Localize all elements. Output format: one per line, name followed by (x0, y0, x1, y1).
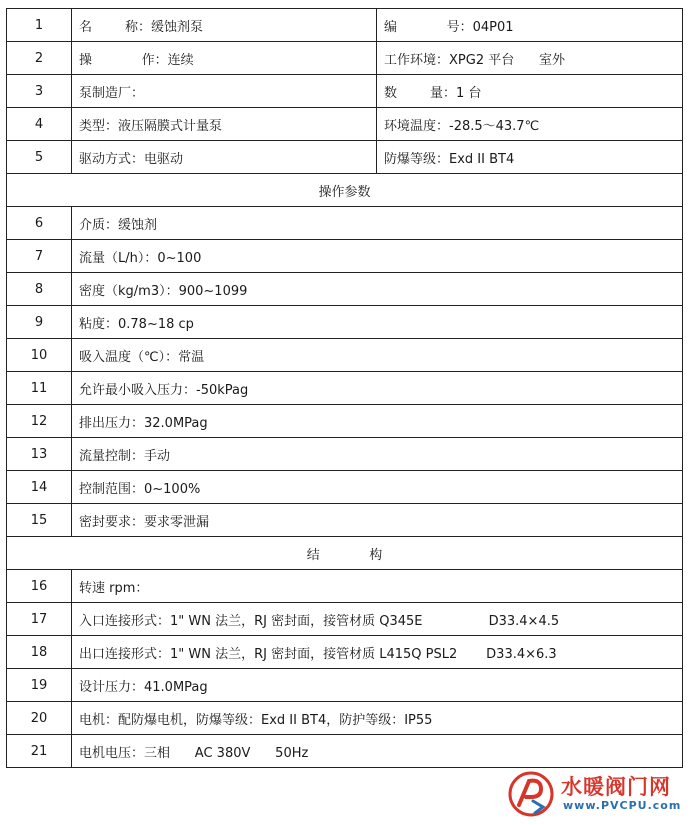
table-row (7, 306, 683, 339)
row-number: 14 (7, 471, 72, 504)
row-number: 20 (7, 702, 72, 735)
watermark-url: www.PVCPU.com (563, 799, 682, 812)
table-row (7, 603, 683, 636)
spec-cell: 类型：液压隔膜式计量泵 (72, 108, 377, 141)
table-row (7, 405, 683, 438)
table-row (7, 735, 683, 768)
spec-cell: 防爆等级：Exd II BT4 (377, 141, 683, 174)
spec-cell: 密封要求：要求零泄漏 (72, 504, 683, 537)
spec-cell: 泵制造厂： (72, 75, 377, 108)
row-number: 9 (7, 306, 72, 339)
spec-cell: 排出压力：32.0MPag (72, 405, 683, 438)
table-row (7, 141, 683, 174)
spec-table (6, 8, 683, 768)
spec-cell: 驱动方式：电驱动 (72, 141, 377, 174)
row-number: 3 (7, 75, 72, 108)
table-row (7, 372, 683, 405)
spec-cell: 流量控制：手动 (72, 438, 683, 471)
table-row (7, 636, 683, 669)
spec-cell: 流量（L/h）：0~100 (72, 240, 683, 273)
row-number: 18 (7, 636, 72, 669)
table-row (7, 570, 683, 603)
row-number: 13 (7, 438, 72, 471)
table-row (7, 669, 683, 702)
row-number: 11 (7, 372, 72, 405)
spec-cell: 出口连接形式：1" WN 法兰，RJ 密封面，接管材质 L415Q PSL2 D33.4×6.3 (72, 636, 683, 669)
table-row (7, 273, 683, 306)
spec-cell: 电机：配防爆电机，防爆等级：Exd II BT4，防护等级：IP55 (72, 702, 683, 735)
row-number: 2 (7, 42, 72, 75)
row-number: 1 (7, 9, 72, 42)
row-number: 16 (7, 570, 72, 603)
spec-cell: 工作环境：XPG2 平台 室外 (377, 42, 683, 75)
table-row (7, 9, 683, 42)
table-row (7, 702, 683, 735)
section-heading-operating-params: 操作参数 (7, 174, 683, 207)
row-number: 15 (7, 504, 72, 537)
spec-cell: 吸入温度（℃）：常温 (72, 339, 683, 372)
section-row (7, 537, 683, 570)
row-number: 19 (7, 669, 72, 702)
valve-logo-icon (505, 769, 557, 819)
row-number: 7 (7, 240, 72, 273)
spec-cell: 密度（kg/m3）：900~1099 (72, 273, 683, 306)
row-number: 6 (7, 207, 72, 240)
row-number: 8 (7, 273, 72, 306)
spec-cell: 粘度：0.78~18 cp (72, 306, 683, 339)
table-row (7, 42, 683, 75)
spec-cell: 电机电压：三相 AC 380V 50Hz (72, 735, 683, 768)
row-number: 5 (7, 141, 72, 174)
table-row (7, 75, 683, 108)
row-number: 17 (7, 603, 72, 636)
row-number: 4 (7, 108, 72, 141)
watermark-name: 水暖阀门网 (561, 775, 671, 799)
table-row (7, 240, 683, 273)
section-row (7, 174, 683, 207)
spec-cell: 环境温度：-28.5～43.7℃ (377, 108, 683, 141)
table-row (7, 471, 683, 504)
row-number: 12 (7, 405, 72, 438)
spec-cell: 允许最小吸入压力：-50kPag (72, 372, 683, 405)
row-number: 21 (7, 735, 72, 768)
spec-cell: 操 作：连续 (72, 42, 377, 75)
spec-cell: 转速 rpm： (72, 570, 683, 603)
watermark-logo (505, 769, 687, 819)
table-row (7, 438, 683, 471)
spec-cell: 入口连接形式：1" WN 法兰，RJ 密封面，接管材质 Q345E D33.4×4.5 (72, 603, 683, 636)
spec-cell: 编 号：04P01 (377, 9, 683, 42)
table-row (7, 504, 683, 537)
section-heading-structure: 结 构 (7, 537, 683, 570)
spec-cell: 控制范围：0~100% (72, 471, 683, 504)
row-number: 10 (7, 339, 72, 372)
table-row (7, 207, 683, 240)
table-row (7, 108, 683, 141)
spec-cell: 数 量：1 台 (377, 75, 683, 108)
spec-cell: 介质：缓蚀剂 (72, 207, 683, 240)
spec-cell: 设计压力：41.0MPag (72, 669, 683, 702)
table-row (7, 339, 683, 372)
spec-cell: 名 称：缓蚀剂泵 (72, 9, 377, 42)
